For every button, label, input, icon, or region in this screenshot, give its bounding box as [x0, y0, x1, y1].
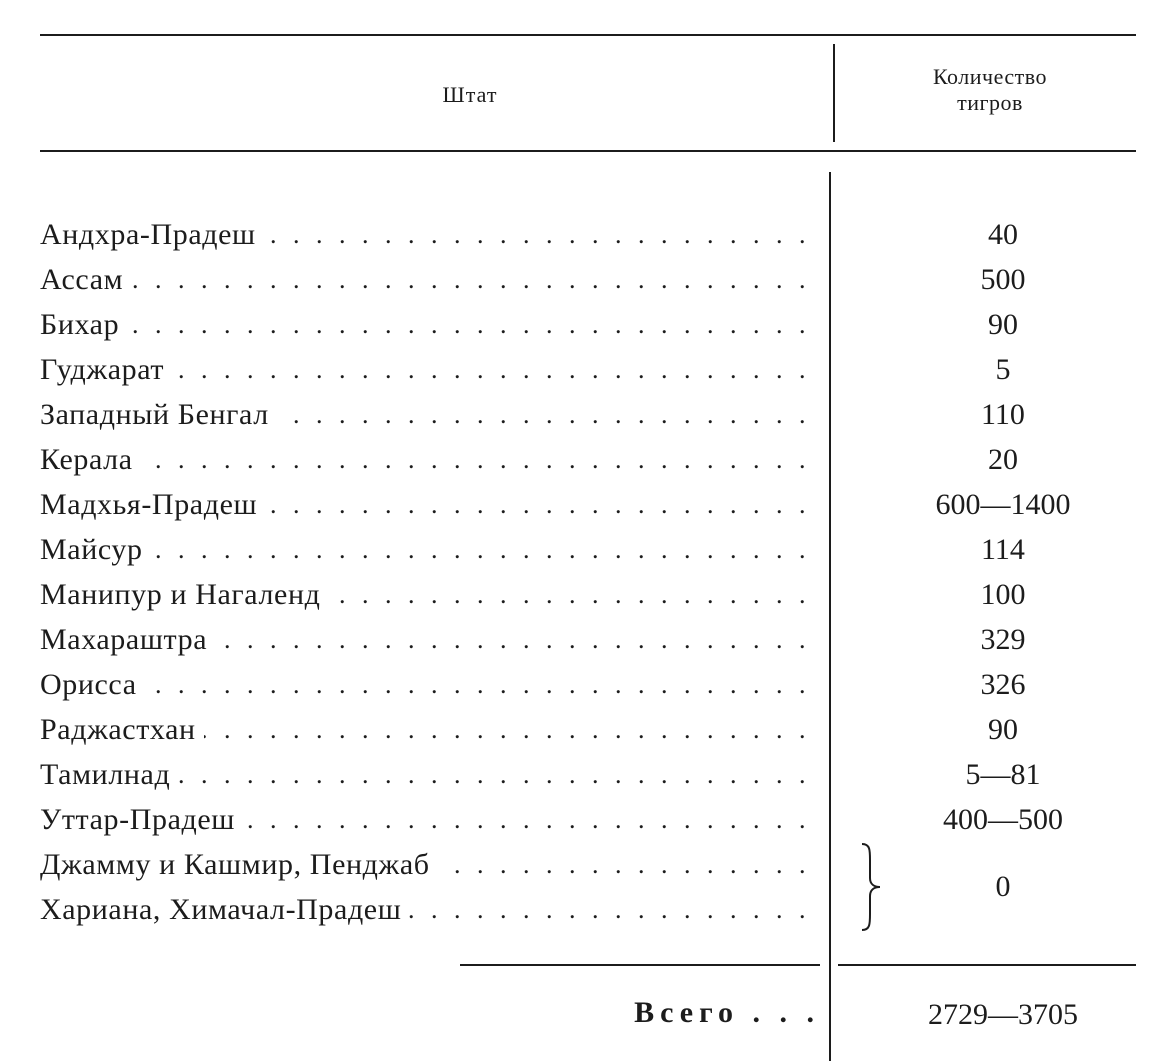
table-row — [0, 752, 1154, 797]
tiger-count: 40 — [988, 218, 1018, 251]
header-tiger-count-line2: тигров — [957, 90, 1023, 115]
tiger-count: 5—81 — [965, 758, 1041, 791]
tiger-count: 329 — [980, 623, 1026, 656]
table-row — [0, 347, 1154, 392]
tiger-count: 400—500 — [943, 803, 1063, 836]
state-name: Гуджарат — [40, 353, 172, 386]
table-row — [0, 662, 1154, 707]
state-name: Ассам — [40, 263, 131, 296]
tiger-count: 114 — [981, 533, 1025, 566]
header-column-divider — [833, 44, 835, 142]
header-tiger-count — [845, 64, 1135, 116]
total-value: 2729—3705 — [928, 998, 1078, 1031]
tiger-count: 110 — [981, 398, 1025, 431]
grouped-rows — [0, 842, 1154, 932]
tiger-count: 0 — [995, 870, 1011, 903]
table-row — [0, 617, 1154, 662]
table-row — [0, 302, 1154, 347]
state-name: Западный Бенгал — [40, 398, 277, 431]
state-name: Уттар-Прадеш — [40, 803, 243, 836]
state-name: Андхра-Прадеш — [40, 218, 264, 251]
tiger-count: 600—1400 — [935, 488, 1071, 521]
state-name: Раджастхан — [40, 713, 204, 746]
state-name: Бихар — [40, 308, 127, 341]
total-rule-left — [460, 964, 820, 966]
tiger-count: 326 — [980, 668, 1026, 701]
table-row — [0, 527, 1154, 572]
table-row — [0, 212, 1154, 257]
state-name: Хариана, Химачал-Прадеш — [40, 893, 409, 926]
tiger-count: 90 — [988, 713, 1018, 746]
header-tiger-count-line1: Количество — [932, 64, 1048, 89]
header-state: Штат — [442, 82, 498, 107]
tiger-count: 90 — [988, 308, 1018, 341]
table-row — [0, 482, 1154, 527]
state-name: Тамилнад — [40, 758, 178, 791]
table-row — [0, 437, 1154, 482]
tiger-count: 500 — [980, 263, 1026, 296]
state-name: Орисса — [40, 668, 145, 701]
state-name: Мадхья-Прадеш — [40, 488, 265, 521]
tiger-count: 5 — [995, 353, 1011, 386]
table-row — [0, 392, 1154, 437]
table-body — [0, 212, 1154, 932]
state-name: Манипур и Нагаленд — [40, 578, 328, 611]
top-rule — [40, 34, 1136, 36]
table-row — [0, 797, 1154, 842]
table-row — [0, 707, 1154, 752]
state-name: Майсур — [40, 533, 151, 566]
header-rule — [40, 150, 1136, 152]
state-name: Керала — [40, 443, 141, 476]
state-name: Махараштра — [40, 623, 215, 656]
state-name: Джамму и Кашмир, Пенджаб — [40, 848, 438, 881]
total-label: Всего . . . — [634, 996, 820, 1029]
table-row — [0, 257, 1154, 302]
table-row — [0, 572, 1154, 617]
tiger-count: 20 — [988, 443, 1018, 476]
total-rule-right — [838, 964, 1136, 966]
tiger-count: 100 — [980, 578, 1026, 611]
